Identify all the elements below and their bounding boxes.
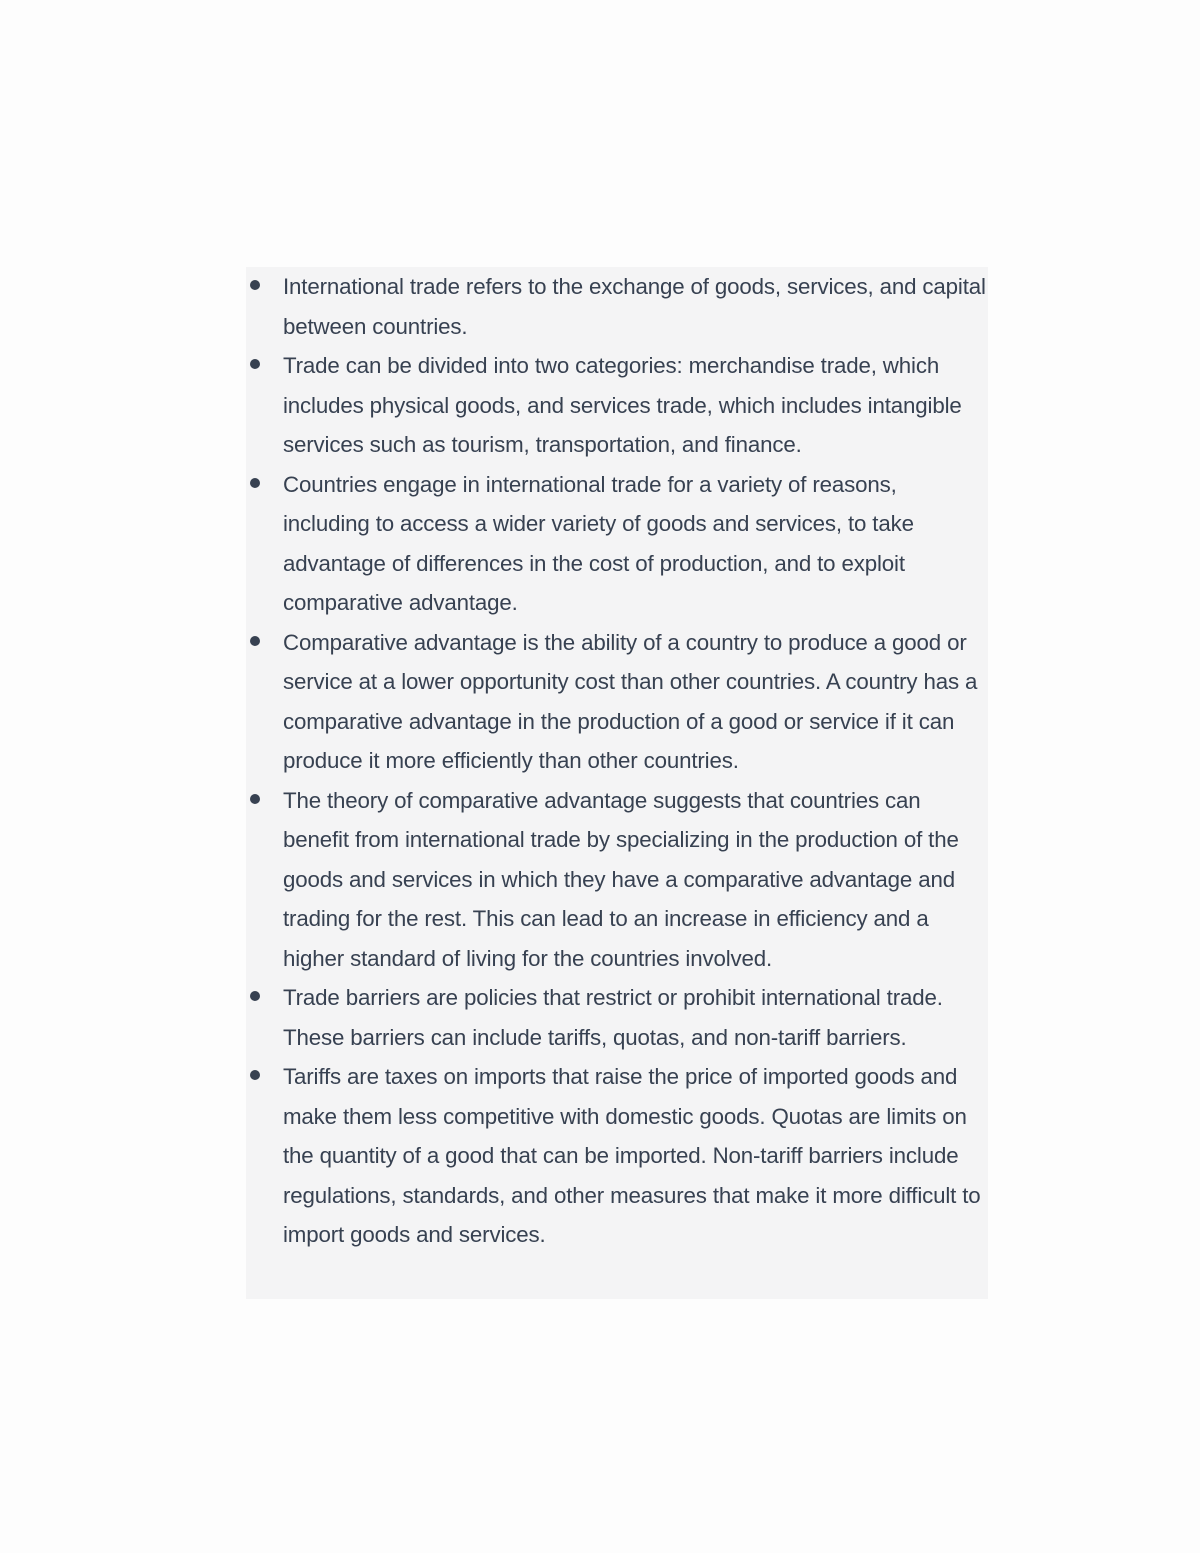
- content-block: [246, 267, 988, 1299]
- list-item-text: Comparative advantage is the ability of a country to produce a good or service at a lower opportunity cost than other countries. A country has a comparative advantage in the production of a good or service if it can produce it more efficiently than other countries.: [283, 629, 978, 773]
- bullet-dot-icon: [250, 636, 260, 646]
- list-item: [246, 623, 988, 781]
- list-item: [246, 978, 988, 1057]
- list-item-text: Tariffs are taxes on imports that raise the price of imported goods and make them less competitive with domestic goods. Quotas are limits on the quantity of a good that can be imported. Non-tariff barriers include regulations, standards, and other measures that make it more difficult to import goods and services.: [283, 1064, 981, 1247]
- bullet-dot-icon: [250, 1070, 260, 1080]
- list-item: [246, 1057, 988, 1255]
- bullet-list: [246, 267, 988, 1255]
- bullet-dot-icon: [250, 478, 260, 488]
- list-item-text: Trade barriers are policies that restrict or prohibit international trade. These barriers can include tariffs, quotas, and non-tariff barriers.: [283, 985, 943, 1050]
- list-item: [246, 346, 988, 465]
- bullet-dot-icon: [250, 794, 260, 804]
- bullet-dot-icon: [250, 280, 260, 290]
- list-item-text: Countries engage in international trade for a variety of reasons, including to access a wider variety of goods and services, to take advantage of differences in the cost of production, and to exploit comparative advantage.: [283, 471, 914, 615]
- list-item: [246, 465, 988, 623]
- list-item-text: Trade can be divided into two categories: merchandise trade, which includes physical goods, and services trade, which includes intangible services such as tourism, transportation, and finance.: [283, 353, 962, 457]
- bullet-dot-icon: [250, 991, 260, 1001]
- bullet-dot-icon: [250, 359, 260, 369]
- list-item-text: International trade refers to the exchange of goods, services, and capital between countries.: [283, 274, 986, 339]
- list-item: [246, 781, 988, 979]
- list-item: [246, 267, 988, 346]
- list-item-text: The theory of comparative advantage suggests that countries can benefit from international trade by specializing in the production of the goods and services in which they have a comparative advantage and trading for the rest. This can lead to an increase in efficiency and a higher standard of living for the countries involved.: [283, 787, 959, 971]
